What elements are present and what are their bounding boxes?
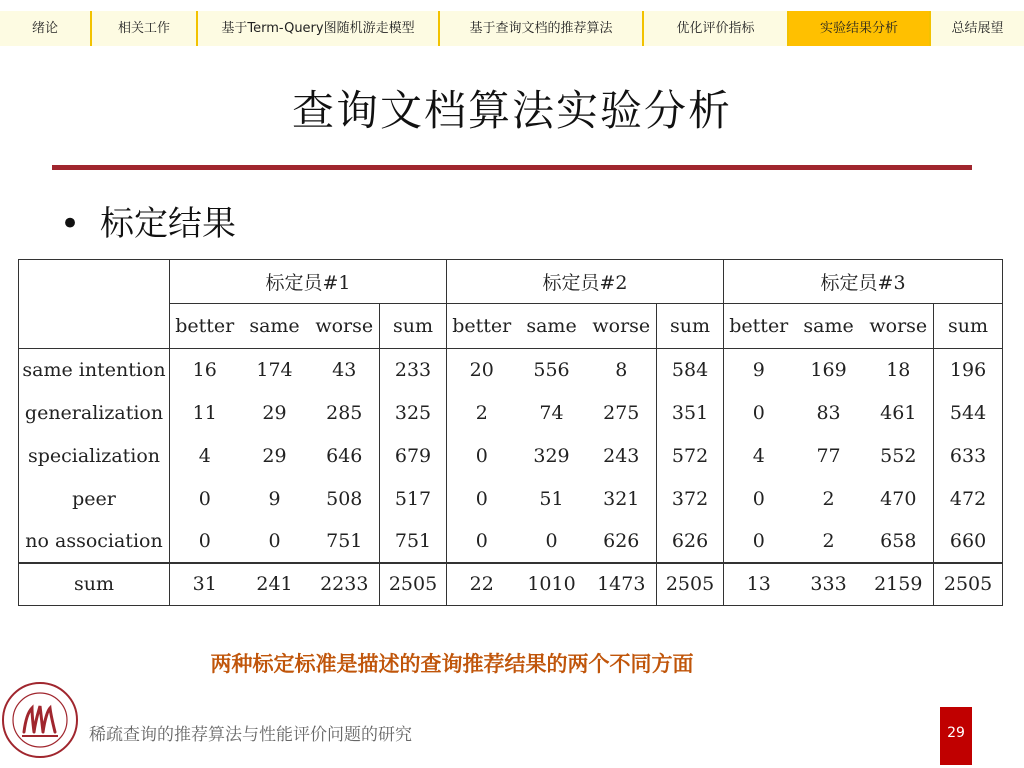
table-cell: 325 — [380, 391, 447, 434]
table-cell: 243 — [603, 444, 640, 467]
table-cell: 16 — [192, 359, 217, 382]
table-cell: 0 — [198, 487, 211, 510]
row-label: peer — [19, 477, 170, 520]
table-cell: 20 — [469, 359, 494, 382]
subcol-header: better — [724, 304, 794, 348]
row-label: same intention — [19, 348, 170, 391]
table-cell: 472 — [934, 477, 1003, 520]
subcol-header: better — [170, 304, 240, 348]
nav-item-evaluation-metric[interactable]: 优化评价指标 — [644, 11, 789, 46]
row-label: no association — [19, 520, 170, 563]
table-cell: 658 — [864, 520, 934, 563]
table-cell: 0 — [447, 520, 517, 563]
table-cell: 1473 — [587, 563, 657, 606]
table-cell: 552 — [880, 444, 917, 467]
table-cell: 2505 — [380, 563, 447, 606]
bullet-point — [60, 196, 236, 245]
table-cell: 329 — [533, 444, 570, 467]
table-cell: 9 — [268, 487, 281, 510]
bullet-dot-icon: • — [60, 204, 81, 244]
university-seal-icon — [0, 680, 80, 760]
table-row — [19, 348, 1003, 391]
table-cell: 2 — [794, 520, 864, 563]
nav-item-experiment-analysis[interactable]: 实验结果分析 — [789, 11, 931, 46]
row-label: specialization — [19, 434, 170, 477]
table-cell: 29 — [262, 401, 287, 424]
table-cell: 544 — [934, 391, 1003, 434]
table-cell: 29 — [262, 444, 287, 467]
nav-item-query-doc-algorithm[interactable]: 基于查询文档的推荐算法 — [440, 11, 644, 46]
table-cell: 1010 — [517, 563, 587, 606]
row-label: generalization — [19, 391, 170, 434]
table-cell: 196 — [934, 348, 1003, 391]
table-cell: 43 — [332, 359, 357, 382]
table-cell: 233 — [380, 348, 447, 391]
table-cell: 372 — [657, 477, 724, 520]
subcol-header: worse — [864, 304, 934, 348]
table-cell: 18 — [886, 359, 911, 382]
table-cell: 13 — [724, 563, 794, 606]
table-cell: 31 — [170, 563, 240, 606]
table-cell: 751 — [380, 520, 447, 563]
table-cell: 2505 — [657, 563, 724, 606]
annotator-2-header: 标定员#2 — [447, 260, 724, 304]
table-cell: 679 — [380, 434, 447, 477]
annotator-3-header: 标定员#3 — [724, 260, 1003, 304]
annotator-1-header: 标定员#1 — [170, 260, 447, 304]
table-cell: 9 — [752, 359, 765, 382]
table-cell: 2505 — [934, 563, 1003, 606]
nav-item-intro[interactable]: 绪论 — [0, 11, 92, 46]
table-cell: 0 — [475, 487, 488, 510]
table-cell: 77 — [816, 444, 841, 467]
table-cell: 22 — [447, 563, 517, 606]
table-sum-row — [19, 563, 1003, 606]
table-cell: 4 — [752, 444, 765, 467]
table-cell: 0 — [170, 520, 240, 563]
subcol-header: sum — [934, 304, 1003, 348]
conclusion-note: 两种标定标准是描述的查询推荐结果的两个不同方面 — [210, 652, 694, 676]
table-cell: 351 — [657, 391, 724, 434]
table-cell: 572 — [657, 434, 724, 477]
table-cell: 4 — [198, 444, 211, 467]
table-cell: 2159 — [864, 563, 934, 606]
title-divider — [52, 165, 972, 170]
subcol-header: worse — [310, 304, 380, 348]
table-cell: 83 — [816, 401, 841, 424]
subcol-header: sum — [380, 304, 447, 348]
table-cell: 2 — [475, 401, 488, 424]
table-row — [19, 520, 1003, 563]
table-header-row — [19, 260, 1003, 304]
results-table — [18, 259, 1003, 606]
table-cell: 461 — [880, 401, 917, 424]
table-cell: 633 — [934, 434, 1003, 477]
page-number: 29 — [940, 707, 972, 765]
table-row — [19, 477, 1003, 520]
page-title: 查询文档算法实验分析 — [291, 86, 732, 135]
subcol-header: worse — [587, 304, 657, 348]
subcol-header: same — [517, 304, 587, 348]
row-label-header — [19, 260, 170, 349]
table-cell: 470 — [880, 487, 917, 510]
table-cell: 51 — [539, 487, 564, 510]
table-cell: 646 — [326, 444, 363, 467]
table-cell: 0 — [724, 520, 794, 563]
nav-item-related-work[interactable]: 相关工作 — [92, 11, 198, 46]
footer-title: 稀疏查询的推荐算法与性能评价问题的研究 — [89, 725, 412, 745]
table-cell: 321 — [603, 487, 640, 510]
table-cell: 0 — [517, 520, 587, 563]
nav-item-term-query-model[interactable]: 基于Term-Query图随机游走模型 — [198, 11, 440, 46]
table-cell: 0 — [240, 520, 310, 563]
table-cell: 2 — [822, 487, 835, 510]
subcol-header: same — [794, 304, 864, 348]
nav-item-summary[interactable]: 总结展望 — [951, 21, 1004, 36]
table-cell: 275 — [603, 401, 640, 424]
table-cell: 556 — [533, 359, 570, 382]
table-row — [19, 434, 1003, 477]
table-cell: 74 — [539, 401, 564, 424]
bullet-text: 标定结果 — [100, 204, 236, 244]
table-cell: 174 — [256, 359, 293, 382]
table-row — [19, 391, 1003, 434]
table-cell: 241 — [240, 563, 310, 606]
table-cell: 333 — [794, 563, 864, 606]
table-cell: 0 — [752, 401, 765, 424]
table-cell: 751 — [310, 520, 380, 563]
table-cell: 285 — [326, 401, 363, 424]
table-cell: 0 — [475, 444, 488, 467]
table-cell: 626 — [657, 520, 724, 563]
table-cell: 8 — [615, 359, 628, 382]
table-cell: 660 — [934, 520, 1003, 563]
table-cell: 584 — [657, 348, 724, 391]
row-label: sum — [19, 563, 170, 606]
table-cell: 0 — [752, 487, 765, 510]
subcol-header: same — [240, 304, 310, 348]
top-nav — [0, 11, 1024, 46]
subcol-header: sum — [657, 304, 724, 348]
subcol-header: better — [447, 304, 517, 348]
table-cell: 517 — [380, 477, 447, 520]
table-cell: 11 — [192, 401, 217, 424]
table-cell: 2233 — [310, 563, 380, 606]
table-cell: 626 — [587, 520, 657, 563]
table-cell: 169 — [810, 359, 847, 382]
table-cell: 508 — [326, 487, 363, 510]
